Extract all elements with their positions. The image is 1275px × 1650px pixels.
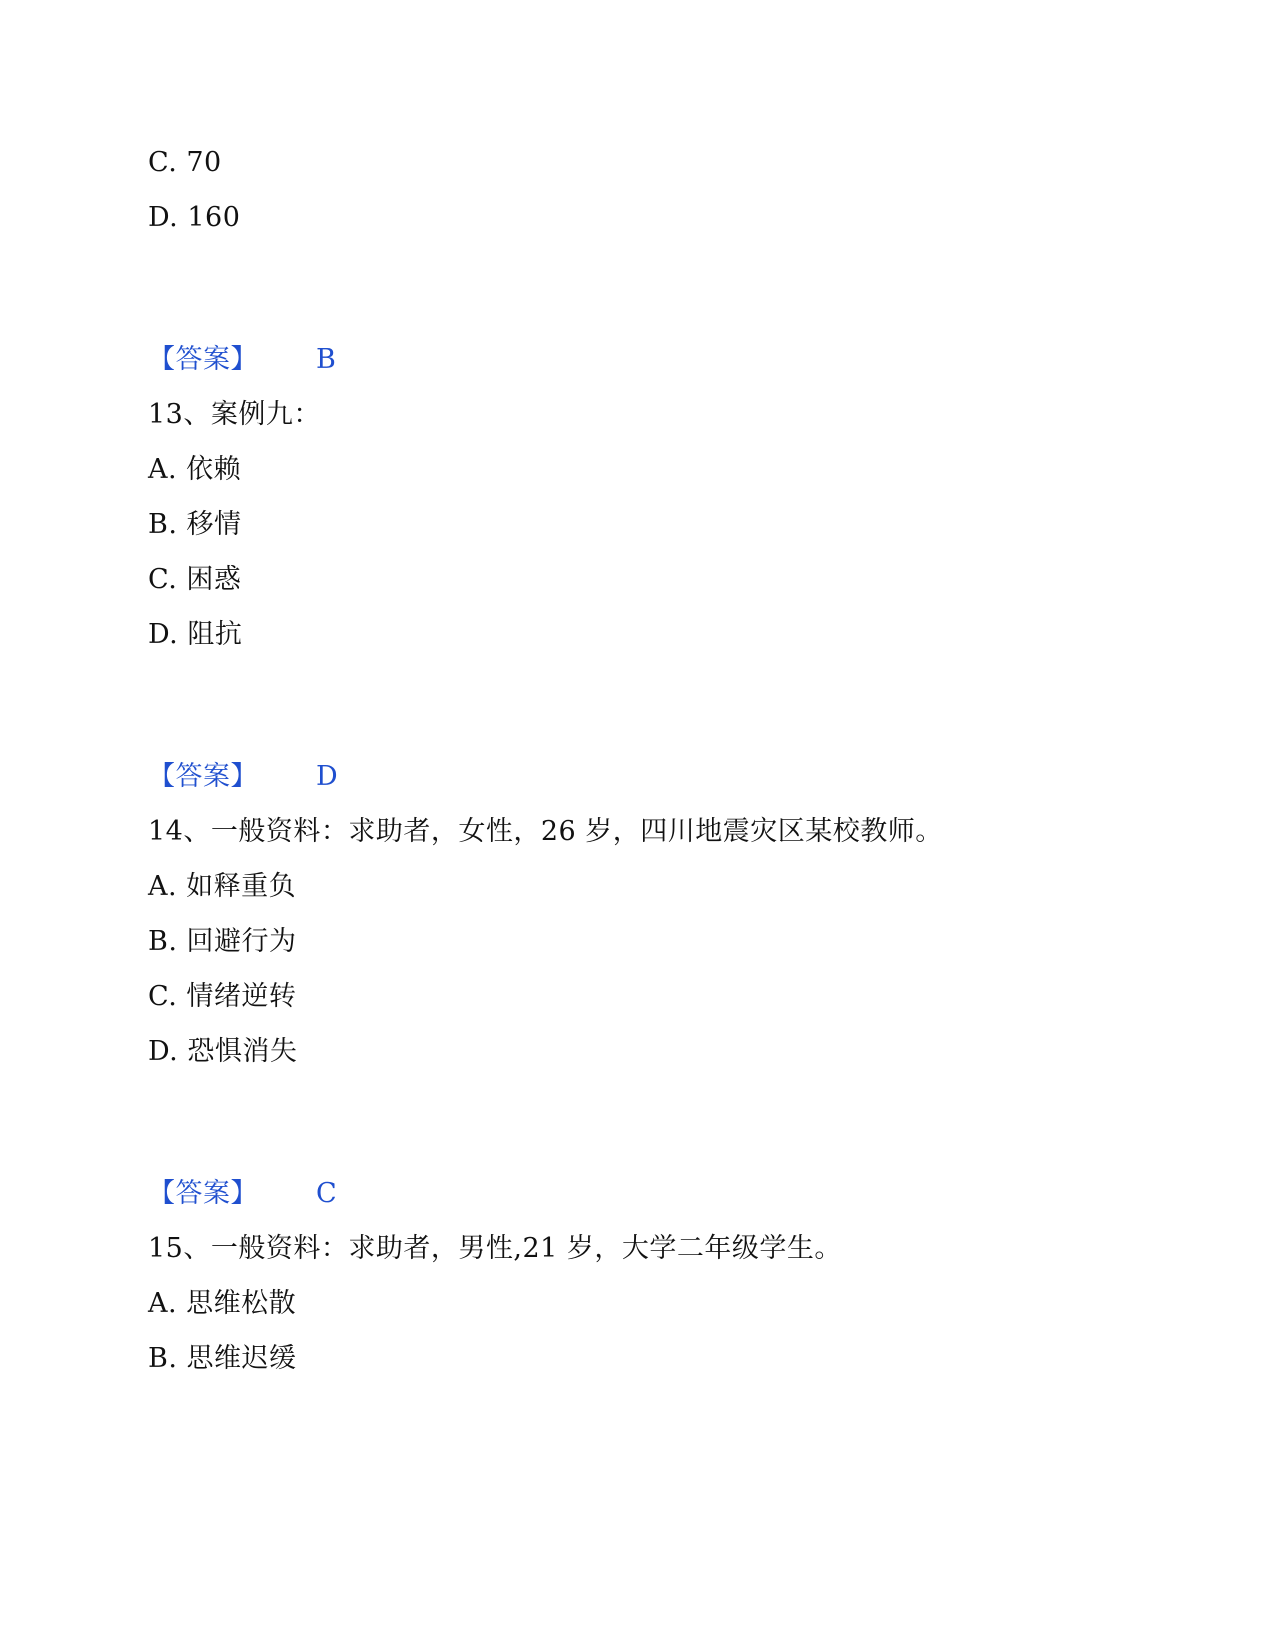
q14-option-c: C. 情绪逆转 <box>148 981 297 1012</box>
q15-option-b: B. 思维迟缓 <box>148 1343 297 1374</box>
q14-option-b: B. 回避行为 <box>148 926 297 957</box>
q14-option-a: A. 如释重负 <box>148 871 297 902</box>
q14-option-d: D. 恐惧消失 <box>148 1036 298 1067</box>
q15-option-a: A. 思维松散 <box>148 1288 297 1319</box>
q12-option-c: C. 70 <box>148 147 222 178</box>
q13-option-c: C. 困惑 <box>148 564 242 595</box>
q12-option-d: D. 160 <box>148 202 241 233</box>
q15-stem: 15、一般资料：求助者，男性,21 岁，大学二年级学生。 <box>148 1233 842 1264</box>
q13-option-d: D. 阻抗 <box>148 619 243 650</box>
answer-value: D <box>316 761 339 792</box>
q14-stem: 14、一般资料：求助者，女性，26 岁，四川地震灾区某校教师。 <box>148 816 943 847</box>
q13-stem: 13、案例九： <box>148 399 321 430</box>
answer-label: 【答案】 <box>148 761 258 792</box>
answer-value: C <box>316 1178 338 1209</box>
answer-value: B <box>316 344 337 375</box>
answer-label: 【答案】 <box>148 1178 258 1209</box>
q12-answer <box>148 343 336 377</box>
answer-label: 【答案】 <box>148 344 258 375</box>
q14-answer <box>148 1177 337 1211</box>
q13-option-a: A. 依赖 <box>148 454 242 485</box>
q13-option-b: B. 移情 <box>148 509 242 540</box>
q13-answer <box>148 760 338 794</box>
